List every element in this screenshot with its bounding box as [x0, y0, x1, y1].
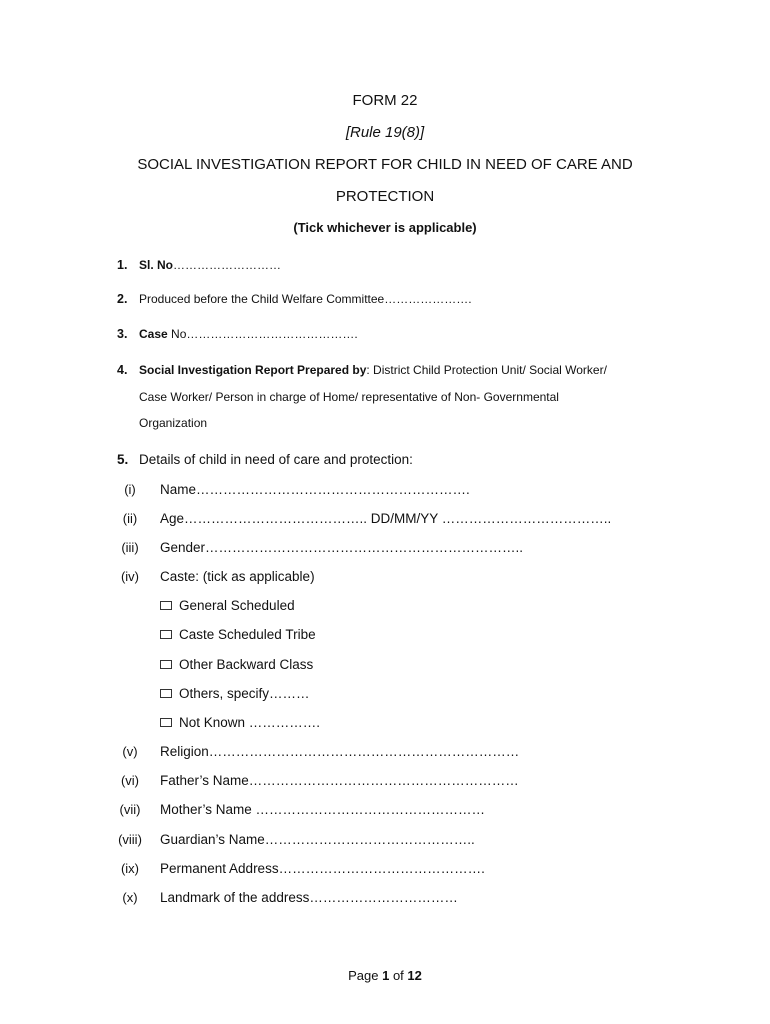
age-field: Age………………………………….. DD/MM/YY ……………………………….. — [160, 511, 612, 526]
item-5-number: 5. — [117, 452, 129, 467]
guardians-name-field: Guardian’s Name……………………………………….. — [160, 832, 475, 847]
child-details-heading: Details of child in need of care and protection: — [139, 452, 413, 467]
sl-no-field — [139, 258, 281, 272]
sl-no-dots: ……………………… — [173, 258, 282, 272]
prepared-by-line-3: Organization — [139, 416, 208, 430]
religion-field: Religion…………………………………………………………… — [160, 744, 520, 759]
landmark-field: Landmark of the address…………………………… — [160, 890, 458, 905]
checkbox-icon[interactable] — [160, 718, 172, 727]
of-word: of — [392, 968, 404, 983]
case-no-field — [139, 327, 358, 341]
caste-option-label: Not Known ……………. — [179, 715, 321, 730]
checkbox-icon[interactable] — [160, 601, 172, 610]
checkbox-icon[interactable] — [160, 660, 172, 669]
form-title-line-1: SOCIAL INVESTIGATION REPORT FOR CHILD IN NEED OF CARE AND — [137, 156, 633, 173]
caste-option-label: General Scheduled — [179, 598, 295, 613]
case-no-dots: No……………………………………. — [167, 327, 358, 341]
sub-item-number: (ii) — [122, 511, 138, 526]
fathers-name-field: Father’s Name…………………………………………………… — [160, 773, 519, 788]
form-title-line-2: PROTECTION — [335, 188, 435, 205]
sub-item-number: (i) — [124, 482, 136, 497]
prepared-by-text-1: : District Child Protection Unit/ Social Worker/ — [366, 363, 607, 377]
sub-item-number: (v) — [122, 744, 138, 759]
caste-option-label: Other Backward Class — [179, 657, 314, 672]
permanent-address-field: Permanent Address………………………………………. — [160, 861, 485, 876]
item-3-number: 3. — [117, 327, 128, 341]
caste-option[interactable] — [160, 686, 310, 701]
sub-item-number: (ix) — [120, 861, 140, 876]
sub-item-number: (iii) — [121, 540, 139, 555]
prepared-by-line-2: Case Worker/ Person in charge of Home/ representative of Non- Governmental — [139, 390, 559, 404]
item-2-number: 2. — [117, 292, 128, 306]
checkbox-icon[interactable] — [160, 689, 172, 698]
mothers-name-field: Mother’s Name …………………………………………… — [160, 802, 486, 817]
produced-before-cwc-field: Produced before the Child Welfare Committee…………………. — [139, 292, 472, 306]
gender-field: Gender…………………………………………………………….. — [160, 540, 524, 555]
item-1-number: 1. — [117, 258, 128, 272]
sub-item-number: (vii) — [119, 802, 141, 817]
prepared-by-label: Social Investigation Report Prepared by — [139, 363, 367, 377]
sl-no-label: Sl. No — [139, 258, 174, 272]
page-total: 12 — [407, 968, 422, 983]
name-field: Name……………………………………………………. — [160, 482, 470, 497]
prepared-by-line-1 — [139, 363, 607, 377]
caste-option[interactable] — [160, 657, 313, 672]
caste-option-label: Others, specify……… — [179, 686, 310, 701]
case-label: Case — [139, 327, 168, 341]
sub-item-number: (x) — [122, 890, 138, 905]
sub-item-number: (vi) — [120, 773, 140, 788]
rule-reference: [Rule 19(8)] — [345, 124, 425, 141]
sub-item-number: (viii) — [118, 832, 142, 847]
caste-option[interactable] — [160, 715, 320, 730]
sub-item-number: (iv) — [120, 569, 140, 584]
page-number: 1 — [382, 968, 390, 983]
item-4-number: 4. — [117, 363, 128, 377]
caste-option[interactable] — [160, 598, 295, 613]
caste-option-label: Caste Scheduled Tribe — [179, 627, 316, 642]
form-number: FORM 22 — [352, 92, 418, 109]
caste-option[interactable] — [160, 627, 316, 642]
tick-instruction: (Tick whichever is applicable) — [293, 220, 477, 235]
page-word: Page — [348, 968, 379, 983]
caste-label: Caste: (tick as applicable) — [160, 569, 315, 584]
checkbox-icon[interactable] — [160, 630, 172, 639]
page-footer — [0, 968, 770, 983]
